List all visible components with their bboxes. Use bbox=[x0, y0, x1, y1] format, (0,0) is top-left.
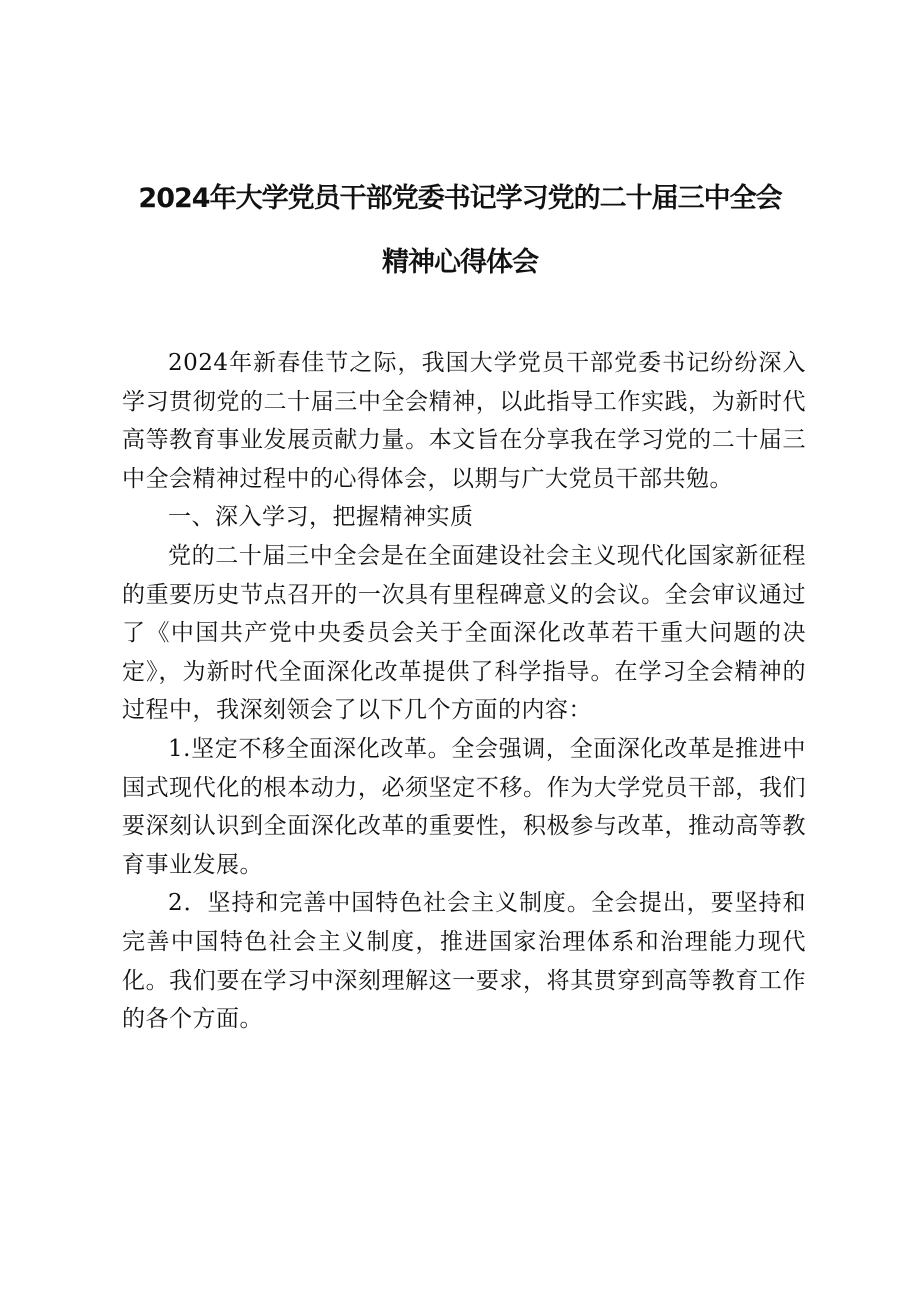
document-title-line-2: 精神心得体会 bbox=[382, 247, 538, 278]
document-body bbox=[122, 344, 806, 1039]
paragraph-point-2: 2．坚持和完善中国特色社会主义制度。全会提出，要坚持和完善中国特色社会主义制度，推进国家治理体系和治理能力现代化。我们要在学习中深刻理解这一要求，将其贯穿到高等教育工作的各个方面。 bbox=[122, 890, 806, 1033]
paragraph-plenum: 党的二十届三中全会是在全面建设社会主义现代化国家新征程的重要历史节点召开的一次具有里程碑意义的会议。全会审议通过了《中国共产党中央委员会关于全面深化改革若干重大问题的决定》，为新时代全面深化改革提供了科学指导。在学习全会精神的过程中，我深刻领会了以下几个方面的内容： bbox=[122, 542, 806, 724]
section-heading-1: 一、深入学习，把握精神实质 bbox=[168, 504, 474, 531]
document-title-line-1: 2024年大学党员干部党委书记学习党的二十届三中全会 bbox=[138, 183, 782, 214]
paragraph-intro: 2024年新春佳节之际，我国大学党员干部党委书记纷纷深入学习贯彻党的二十届三中全会精神，以此指导工作实践，为新时代高等教育事业发展贡献力量。本文旨在分享我在学习党的二十届三中全会精神过程中的心得体会，以期与广大党员干部共勉。 bbox=[122, 350, 806, 492]
paragraph-point-1: 1.坚定不移全面深化改革。全会强调，全面深化改革是推进中国式现代化的根本动力，必须坚定不移。作为大学党员干部，我们要深刻认识到全面深化改革的重要性，积极参与改革，推动高等教育事业发展。 bbox=[122, 735, 806, 878]
